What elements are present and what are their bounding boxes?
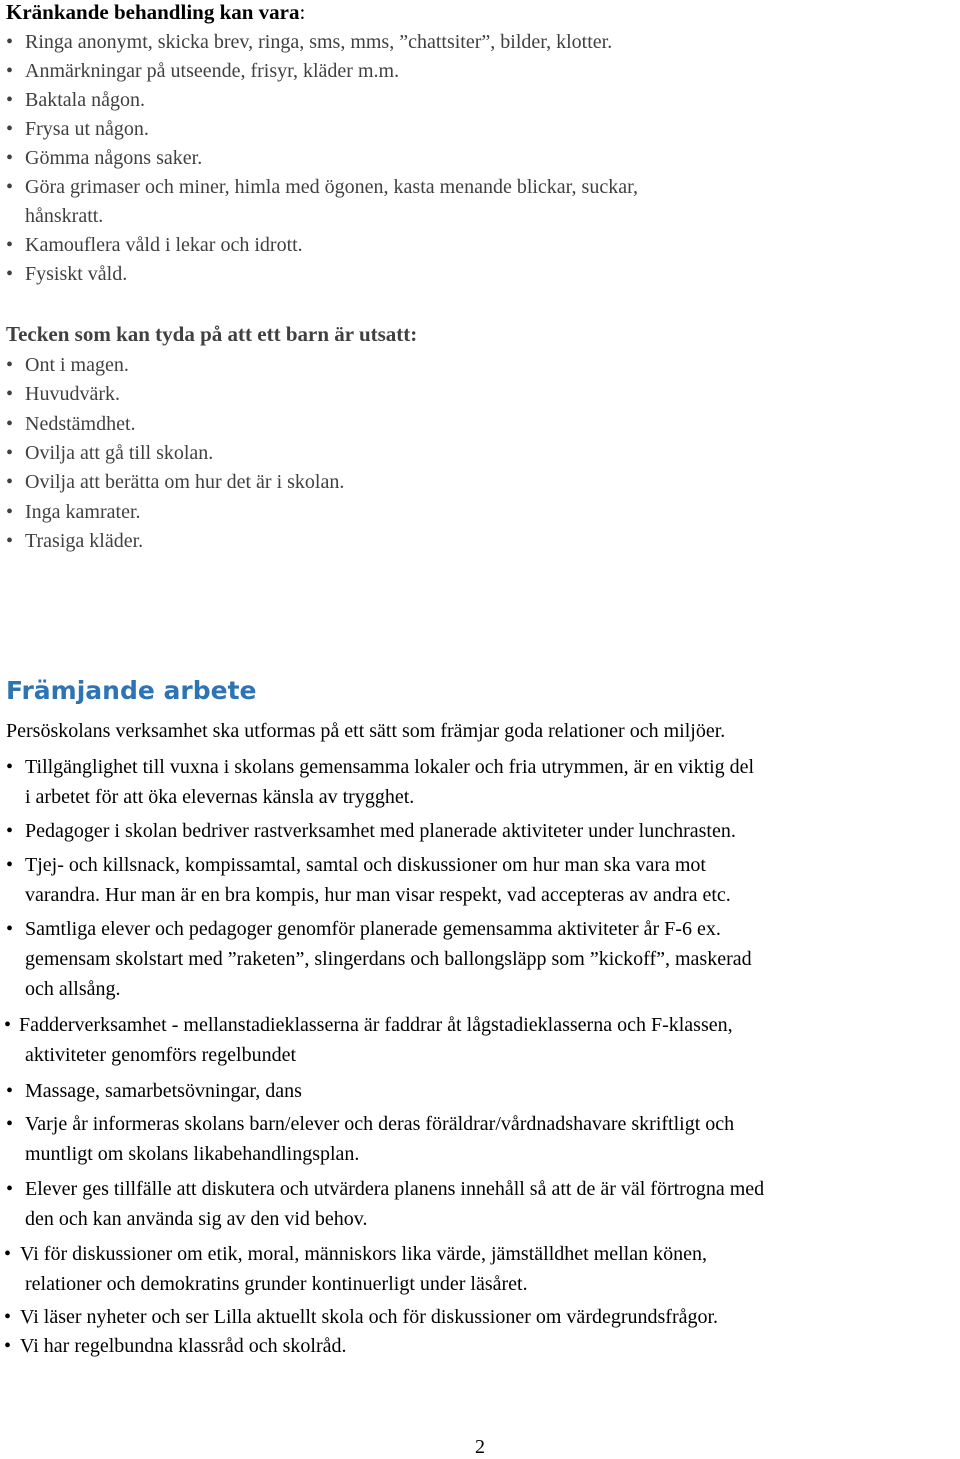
bullet-icon: • [6, 1080, 14, 1102]
bullet-icon: • [6, 89, 14, 111]
page-number: 2 [475, 1436, 485, 1458]
list-item: Elever ges tillfälle att diskutera och utvärdera planens innehåll så att de är väl förtrogna med [25, 1178, 765, 1200]
list-item: Baktala någon. [25, 89, 145, 111]
list-item: Vi har regelbundna klassråd och skolråd. [20, 1335, 347, 1357]
bullet-icon: • [4, 1243, 12, 1265]
list-item: Samtliga elever och pedagoger genomför planerade gemensamma aktiviteter år F-6 ex. [25, 918, 721, 940]
list-item: Göra grimaser och miner, himla med ögonen, kasta menande blickar, suckar, [25, 176, 638, 198]
list-item-continuation: i arbetet för att öka elevernas känsla av trygghet. [25, 786, 415, 808]
bullet-icon: • [4, 1306, 12, 1328]
list-item: Kamouflera våld i lekar och idrott. [25, 234, 303, 256]
bullet-icon: • [6, 412, 14, 435]
bullet-icon: • [6, 1178, 14, 1200]
list-item-continuation: gemensam skolstart med ”raketen”, slingerdans och ballongsläpp som ”kickoff”, maskerad [25, 948, 752, 970]
list-item: Ovilja att berätta om hur det är i skolan. [25, 471, 345, 494]
heading-krankande [6, 0, 305, 25]
bullet-icon: • [6, 441, 14, 464]
bullet-icon: • [6, 500, 14, 523]
bullet-icon: • [6, 383, 14, 406]
list-item: Trasiga kläder. [25, 529, 144, 552]
bullet-icon: • [6, 471, 14, 494]
bullet-icon: • [6, 176, 14, 198]
list-item: Inga kamrater. [25, 500, 141, 523]
bullet-icon: • [6, 263, 14, 285]
list-item: Ont i magen. [25, 354, 129, 376]
list-item: Vi läser nyheter och ser Lilla aktuellt skola och för diskussioner om värdegrundsfrågor. [20, 1306, 719, 1328]
list-item-continuation: muntligt om skolans likabehandlingsplan. [25, 1143, 360, 1165]
bullet-icon: • [6, 147, 14, 169]
bullet-icon: • [6, 234, 14, 256]
bullet-icon: • [6, 60, 14, 82]
list-item-continuation: varandra. Hur man är en bra kompis, hur man visar respekt, vad accepteras av andra etc. [25, 884, 731, 906]
bullet-icon: • [6, 918, 14, 940]
list-item: Nedstämdhet. [25, 412, 136, 435]
list-item: Tillgänglighet till vuxna i skolans gemensamma lokaler och fria utrymmen, är en viktig del [25, 756, 755, 778]
list-item: Fysiskt våld. [25, 263, 128, 285]
list-item: Tjej- och killsnack, kompissamtal, samtal och diskussioner om hur man ska vara mot [25, 854, 706, 876]
list-item-continuation: hånskratt. [25, 205, 104, 227]
list-item: Fadderverksamhet - mellanstadieklasserna är faddrar åt lågstadieklasserna och F-klassen, [19, 1014, 733, 1036]
bullet-icon: • [6, 354, 14, 376]
list-item-continuation: den och kan använda sig av den vid behov. [25, 1208, 368, 1230]
list-item-continuation: relationer och demokratins grunder kontinuerligt under läsåret. [25, 1273, 528, 1295]
list-item: Varje år informeras skolans barn/elever och deras föräldrar/vårdnadshavare skriftligt och [25, 1113, 735, 1135]
list-item-continuation: och allsång. [25, 978, 121, 1000]
bullet-icon: • [4, 1014, 12, 1036]
heading-text: Kränkande behandling kan vara [6, 0, 300, 24]
list-item: Ringa anonymt, skicka brev, ringa, sms, mms, ”chattsiter”, bilder, klotter. [25, 31, 613, 53]
list-item: Anmärkningar på utseende, frisyr, kläder m.m. [25, 60, 400, 82]
bullet-icon: • [6, 756, 14, 778]
bullet-icon: • [6, 820, 14, 842]
heading-colon: : [299, 0, 306, 24]
list-item: Vi för diskussioner om etik, moral, människors lika värde, jämställdhet mellan könen, [20, 1243, 707, 1265]
section-title: Främjande arbete [6, 676, 257, 705]
bullet-icon: • [6, 31, 14, 53]
bullet-icon: • [6, 529, 14, 552]
bullet-icon: • [6, 854, 14, 876]
list-item: Gömma någons saker. [25, 147, 203, 169]
list-item: Frysa ut någon. [25, 118, 149, 140]
list-item: Massage, samarbetsövningar, dans [25, 1080, 302, 1102]
heading-tecken: Tecken som kan tyda på att ett barn är utsatt: [6, 322, 418, 346]
list-item-continuation: aktiviteter genomförs regelbundet [25, 1044, 297, 1066]
list-item: Huvudvärk. [25, 383, 120, 406]
list-item: Pedagoger i skolan bedriver rastverksamhet med planerade aktiviteter under lunchrasten. [25, 820, 736, 842]
bullet-icon: • [4, 1335, 12, 1357]
bullet-icon: • [6, 118, 14, 140]
bullet-icon: • [6, 1113, 14, 1135]
section-intro: Persöskolans verksamhet ska utformas på ett sätt som främjar goda relationer och miljöer. [6, 720, 726, 742]
list-item: Ovilja att gå till skolan. [25, 441, 214, 464]
